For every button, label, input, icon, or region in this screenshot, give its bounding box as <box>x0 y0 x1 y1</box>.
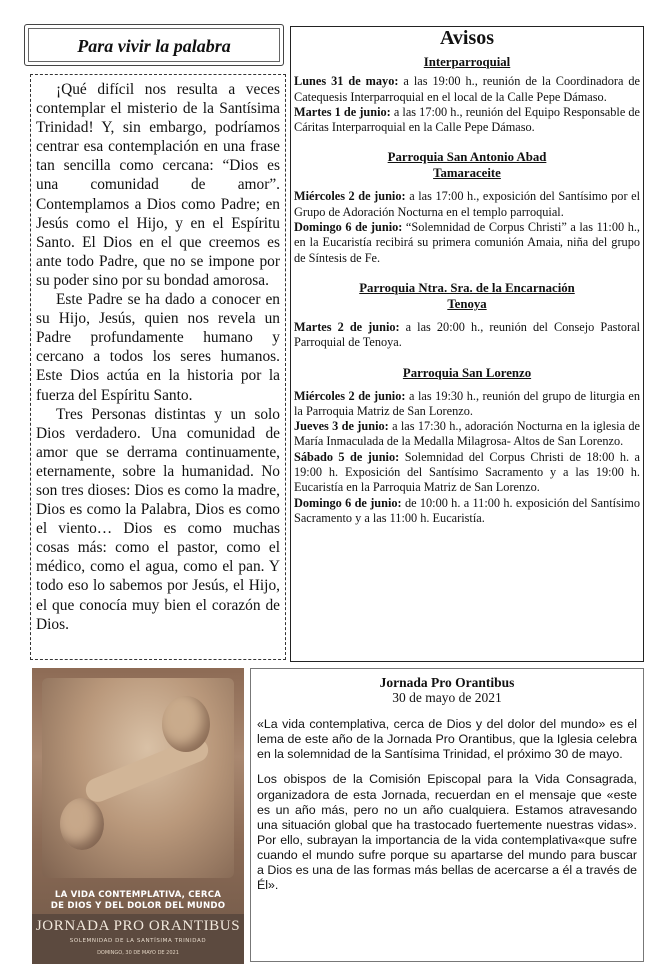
notice-date: Martes 2 de junio: <box>294 319 400 334</box>
notice-item <box>294 189 640 220</box>
notice-date: Domingo 6 de junio: <box>294 495 402 510</box>
section-heading-encarnacion: Parroquia Ntra. Sra. de la Encarnación Tenoya <box>359 280 575 311</box>
notice-item <box>294 105 640 136</box>
notice-date: Sábado 5 de junio: <box>294 449 400 464</box>
pro-orantibus-article <box>250 668 644 962</box>
notice-text: a las 17:00 h., reunión del Equipo Responsable de Cáritas Interparroquial en la Calle Pepe Dámaso. <box>294 104 640 135</box>
article-paragraph: «La vida contemplativa, cerca de Dios y del dolor del mundo» es el lema de este año de la Jornada Pro Orantibus, que la Iglesia celebra en la solemnidad de la Santísima Trinidad, el próximo 30 de mayo. <box>257 717 637 762</box>
notice-item <box>294 450 640 496</box>
avisos-title: Avisos <box>439 27 495 49</box>
section-heading-san-lorenzo: Parroquia San Lorenzo <box>402 365 532 380</box>
notice-text: “Solemnidad de Corpus Christi” a las 11:00 h., en la Eucaristía recibirá su primera comunión Amaia, niña del grupo de Síntesis de Fe. <box>294 220 640 265</box>
sculpture-relief-image <box>42 678 234 878</box>
notice-date: Lunes 31 de mayo: <box>294 74 399 89</box>
article-paragraph: Los obispos de la Comisión Episcopal para la Vida Consagrada, organizadora de esta Jornada, recuerdan en el mensaje que «este es un año más, pero no un año cualquiera. Estamos atravesando una situación global que ha trastocado fuertemente nuestras vidas». Por ello, subrayan la importancia de la vida contemplativa«que sufre cuando el mundo sufre porque su apartarse del mundo para buscar a Dios es una de las formas más bellas de acercarse a él a través de Él». <box>257 772 637 893</box>
section-heading-interparroquial: Interparroquial <box>423 55 511 70</box>
notice-date: Domingo 6 de junio: <box>294 220 403 235</box>
notice-item <box>294 320 640 351</box>
notice-text: de 10:00 h. a 11:00 h. exposición del Santísimo Sacramento y a las 11:00 h. Eucaristía. <box>294 495 640 525</box>
article-date: 30 de mayo de 2021 <box>392 690 502 706</box>
poster-date: DOMINGO, 30 DE MAYO DE 2021 <box>97 950 179 956</box>
notice-date: Jueves 3 de junio: <box>294 419 389 434</box>
notice-date: Miércoles 2 de junio: <box>294 189 406 204</box>
reflection-paragraph: ¡Qué difícil nos resulta a veces contemplar el misterio de la Santísima Trinidad! Y, sin embargo, podríamos centrar esa contemplación en una frase tan sencilla como cercana: “Dios es una comunidad de amor”. Contemplamos a Dios como Padre; en Jesús como el Hijo, y en el Espíritu Santo. El Dios en el que creemos es ante todo Padre, que no se impone por su poder sino por su bondad amorosa. <box>36 81 280 289</box>
notice-text: Solemnidad del Corpus Christi de 18:00 h. a 19:00 h. Exposición del Santísimo Sacramento y a las 19:00 h. Eucaristía en la Parroquia Matriz de San Lorenzo. <box>294 449 640 495</box>
notice-text: a las 19:30 h., reunión del grupo de liturgia en la Parroquia Matriz de San Lorenzo. <box>294 388 640 418</box>
notice-text: a las 17:00 h., exposición del Santísimo por el Grupo de Adoración Nocturna en el templo parroquial. <box>294 189 640 219</box>
reflection-title: Para vivir la palabra <box>77 36 231 56</box>
reflection-paragraph: Este Padre se ha dado a conocer en su Hijo, Jesús, quien nos revela un Padre profundamente humano y cercano a todos los seres humanos. Este Dios actúa en la historia por la fuerza del Espíritu Santo. <box>36 291 280 404</box>
poster-motto: LA VIDA CONTEMPLATIVA, CERCA DE DIOS Y DEL DOLOR DEL MUNDO <box>50 890 226 911</box>
article-heading: Jornada Pro Orantibus <box>379 675 515 690</box>
notice-item <box>294 74 640 105</box>
reflection-title-box <box>24 24 284 66</box>
reflection-text-box <box>30 74 286 660</box>
notice-text: a las 20:00 h., reunión del Consejo Pastoral Parroquial de Tenoya. <box>294 319 641 350</box>
section-heading-san-antonio: Parroquia San Antonio Abad Tamaraceite <box>387 150 547 181</box>
poster-subtitle: SOLEMNIDAD DE LA SANTÍSIMA TRINIDAD <box>69 938 207 944</box>
notice-item <box>294 220 640 266</box>
notice-item <box>294 496 640 527</box>
notice-date: Miércoles 2 de junio: <box>294 388 406 403</box>
notice-item <box>294 389 640 420</box>
reflection-paragraph: Tres Personas distintas y un solo Dios verdadero. Una comunidad de amor que se derrama continuamente, eternamente, sobre la humanidad. No son tres dioses: Dios es como la madre, Dios es como la Palabra, Dios es como el viento… Dios es como muchas cosas más: como el pastor, como el médico, como el agua, como el pan. Y todo eso lo sabemos por Jesús, el Hijo, el que conocía muy bien el corazón de Dios. <box>36 405 280 633</box>
notice-date: Martes 1 de junio: <box>294 104 391 119</box>
notice-text: a las 19:00 h., reunión de la Coordinadora de Catequesis Interparroquial en el local de la Calle Pepe Dámaso. <box>294 74 640 104</box>
poster-title: JORNADA PRO ORANTIBUS <box>35 918 241 934</box>
notice-item <box>294 419 640 450</box>
avisos-box <box>290 26 644 662</box>
notice-text: a las 17:30 h., adoración Nocturna en la iglesia de María Inmaculada de la Medalla Milagrosa- Altos de San Lorenzo. <box>294 419 640 449</box>
pro-orantibus-poster <box>32 668 244 964</box>
